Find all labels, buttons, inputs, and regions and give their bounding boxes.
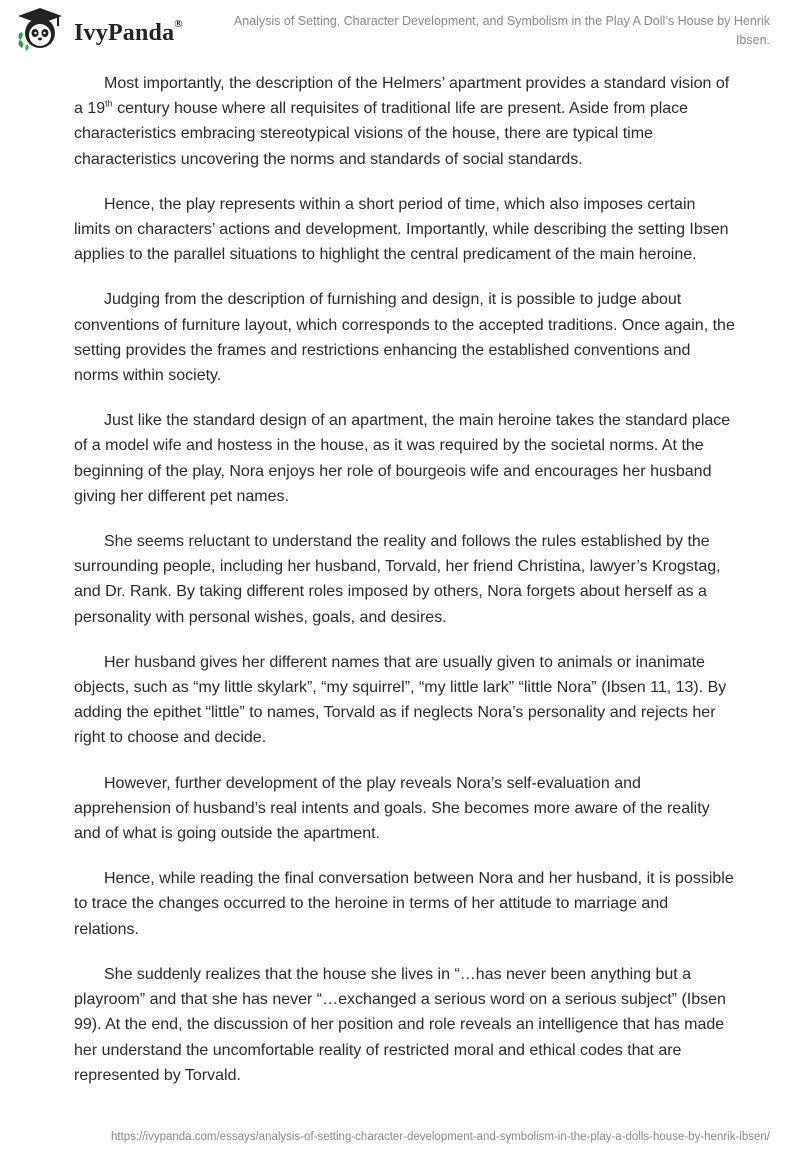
source-url[interactable]: https://ivypanda.com/essays/analysis-of-setting-character-development-and-symbolism-in-the-play-a-dolls-house-by-henrik-ibsen/ (111, 1131, 770, 1143)
brand-name: IvyPanda® (74, 18, 183, 46)
paragraph-3: Judging from the description of furnishing and design, it is possible to judge about conventions of furniture layout, which corresponds to the accepted traditions. Once again, the setting provides the frames and restrictions enhancing the established conventions and norms within society. (74, 291, 735, 385)
paragraph-1: Most importantly, the description of the Helmers’ apartment provides a standard vision of a 19th century house where all requisites of traditional life are present. Aside from place characteristics embracing stereotypical visions of the house, there are typical time characteristics uncovering the norms and standards of social standards. (74, 75, 730, 168)
essay-body (74, 71, 736, 1108)
document-title: Analysis of Setting, Character Development, and Symbolism in the Play A Doll’s House by Henrik Ibsen. (233, 14, 770, 47)
paragraph-6: Her husband gives her different names that are usually given to animals or inanimate objects, such as “my little skylark”, “my squirrel”, “my little lark” “little Nora” (Ibsen 11, 13). By adding the epithet “little” to names, Torvald as if neglects Nora’s personality and rejects her right to choose and decide. (74, 653, 727, 747)
paragraph-8: Hence, while reading the final conversation between Nora and her husband, it is possible to trace the changes occurred to the heroine in terms of her attitude to marriage and relations. (74, 870, 734, 938)
paragraph-2: Hence, the play represents within a short period of time, which also imposes certain limits on characters’ actions and development. Importantly, while describing the setting Ibsen applies to the parallel situations to highlight the central predicament of the main heroine. (74, 195, 729, 264)
page-header (0, 0, 800, 60)
paragraph-7: However, further development of the play reveals Nora’s self-evaluation and apprehension of husband’s real intents and goals. She becomes more aware of the reality and of what is going outside the apartment. (74, 774, 710, 843)
paragraph-5: She seems reluctant to understand the reality and follows the rules established by the surrounding people, including her husband, Torvald, her friend Christina, lawyer’s Krogstag, and Dr. Rank. By taking different roles imposed by others, Nora forgets about herself as a personality with personal wishes, goals, and desires. (74, 533, 721, 626)
paragraph-9: She suddenly realizes that the house she lives in “…has never been anything but a playroom” and that she has never “…exchanged a serious word on a serious subject” (Ibsen 99). At the end, the discussion of her position and role reveals an intelligence that has made her understand the uncomfortable reality of restricted moral and ethical codes that are represented by Torvald. (74, 965, 726, 1084)
panda-icon (12, 6, 68, 52)
paragraph-4: Just like the standard design of an apartment, the main heroine takes the standard place of a model wife and hostess in the house, as it was required by the societal norms. At the beginning of the play, Nora enjoys her role of bourgeois wife and encourages her husband giving her different pet names. (74, 412, 731, 505)
ivypanda-logo[interactable] (12, 6, 192, 54)
